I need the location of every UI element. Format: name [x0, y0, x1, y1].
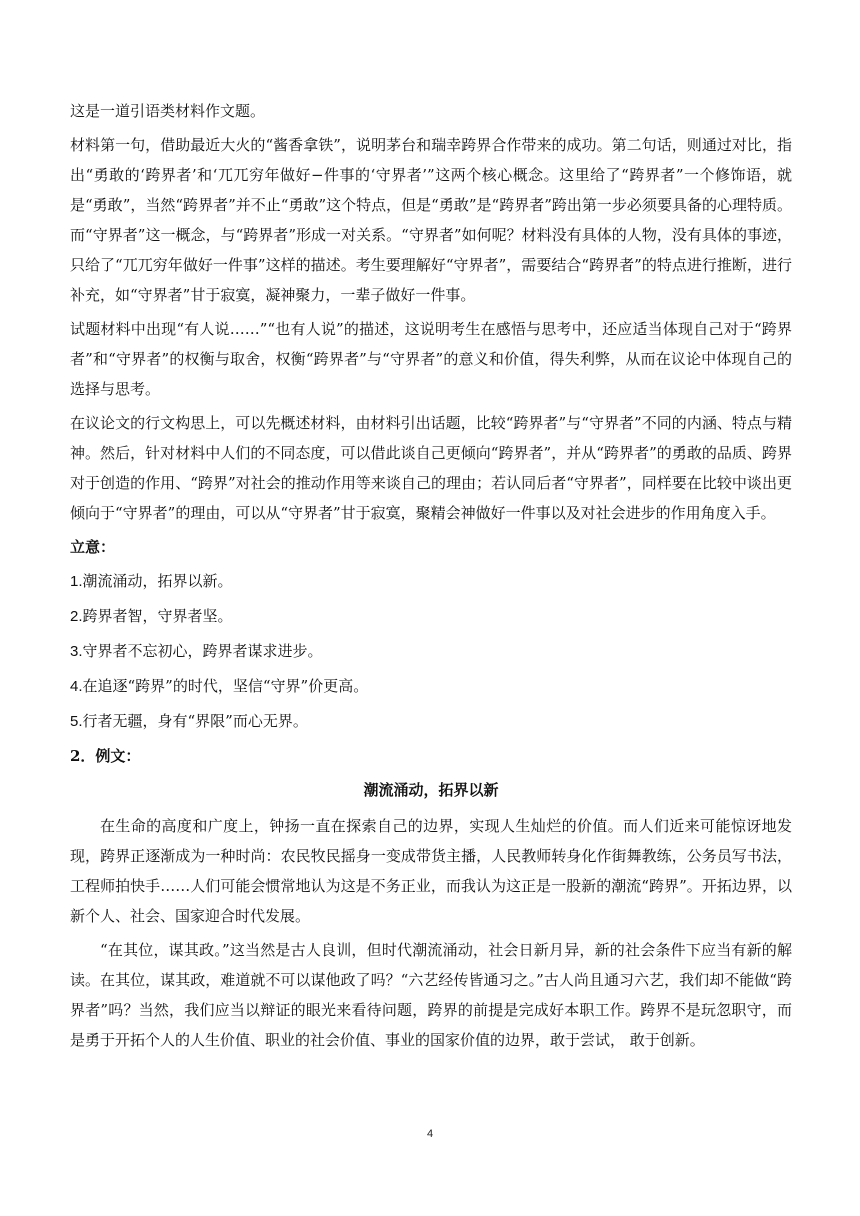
idea-item: [70, 636, 792, 667]
idea-item: [70, 706, 792, 737]
analysis-paragraph-3: 在议论文的行文构思上，可以先概述材料，由材料引出话题，比较“跨界者”与“守界者”不同的内涵、特点与精神。然后，针对材料中人们的不同态度，可以借此谈自己更倾向“跨界者”，并从“跨界者”的勇敢的品质、跨界对于创造的作用、“跨界”对社会的推动作用等来谈自己的理由；若认同后者“守界者”，同样要在比较中谈出更倾向于“守界者”的理由，可以从“守界者”甘于寂寞，聚精会神做好一件事以及对社会进步的作用角度入手。: [70, 414, 792, 522]
essay-title: 潮流涌动，拓界以新: [363, 781, 499, 799]
idea-number: 3.: [70, 643, 83, 660]
idea-number: 5.: [70, 713, 83, 730]
essay-paragraph-1: 在生命的高度和广度上，钟扬一直在探索自己的边界，实现人生灿烂的价值。而人们近来可能惊讶地发现，跨界正逐渐成为一种时尚：农民牧民摇身一变成带货主播，人民教师转身化作街舞教练，公务员写书法，工程师拍快手……人们可能会惯常地认为这是不务正业，而我认为这正是一股新的潮流“跨界”。开拓边界，以新个人、社会、国家迎合时代发展。: [70, 817, 792, 925]
analysis-paragraph-1: 材料第一句，借助最近大火的“酱香拿铁”，说明茅台和瑞幸跨界合作带来的成功。第二句话，则通过对比，指出“勇敢的‘跨界者’和‘兀兀穷年做好−件事的‘守界者’”这两个核心概念。这里给了“跨界者”一个修饰语，就是“勇敢”，当然“跨界者”并不止“勇敢”这个特点，但是“勇敢”是“跨界者”跨出第一步必须要具备的心理特质。而“守界者”这一概念，与“跨界者”形成一对关系。“守界者”如何呢？材料没有具体的人物，没有具体的事迹，只给了“兀兀穷年做好一件事”这样的描述。考生要理解好“守界者”，需要结合“跨界者”的特点进行推断，进行补充，如“守界者”甘于寂寞，凝神聚力，一辈子做好一件事。: [70, 136, 792, 304]
idea-text: 在追逐“跨界”的时代，坚信“守界”价更高。: [82, 677, 369, 695]
idea-number: 2.: [70, 608, 83, 625]
idea-item: [70, 671, 792, 702]
example-heading: 2．例文：: [70, 747, 141, 765]
page-number: 4: [426, 1128, 434, 1140]
idea-text: 跨界者智，守界者坚。: [82, 607, 233, 625]
essay-paragraph-2: “在其位，谋其政。”这当然是古人良训，但时代潮流涌动，社会日新月异，新的社会条件下应当有新的解读。在其位，谋其政，难道就不可以谋他政了吗？“六艺经传皆通习之。”古人尚且通习六艺，我们却不能做“跨界者”吗？当然，我们应当以辩证的眼光来看待问题，跨界的前提是完成好本职工作。跨界不是玩忽职守，而是勇于开拓个人的人生价值、职业的社会价值、事业的国家价值的边界，敢于尝试， 敢于创新。: [70, 941, 792, 1049]
idea-number: 4.: [70, 678, 83, 695]
idea-text: 行者无疆，身有“界限”而心无界。: [82, 712, 308, 730]
analysis-intro: 这是一道引语类材料作文题。: [70, 102, 266, 120]
idea-item: [70, 566, 792, 597]
ideas-heading: 立意：: [70, 538, 116, 556]
idea-text: 潮流涌动，拓界以新。: [82, 572, 233, 590]
document-body: [70, 96, 792, 1059]
idea-item: [70, 601, 792, 632]
idea-number: 1.: [70, 573, 83, 590]
idea-text: 守界者不忘初心，跨界者谋求进步。: [82, 642, 323, 660]
analysis-paragraph-2: 试题材料中出现“有人说……”“也有人说”的描述，这说明考生在感悟与思考中，还应适当体现自己对于“跨界者”和“守界者”的权衡与取舍，权衡“跨界者”与“守界者”的意义和价值，得失利弊，从而在议论中体现自己的选择与思考。: [70, 320, 792, 398]
